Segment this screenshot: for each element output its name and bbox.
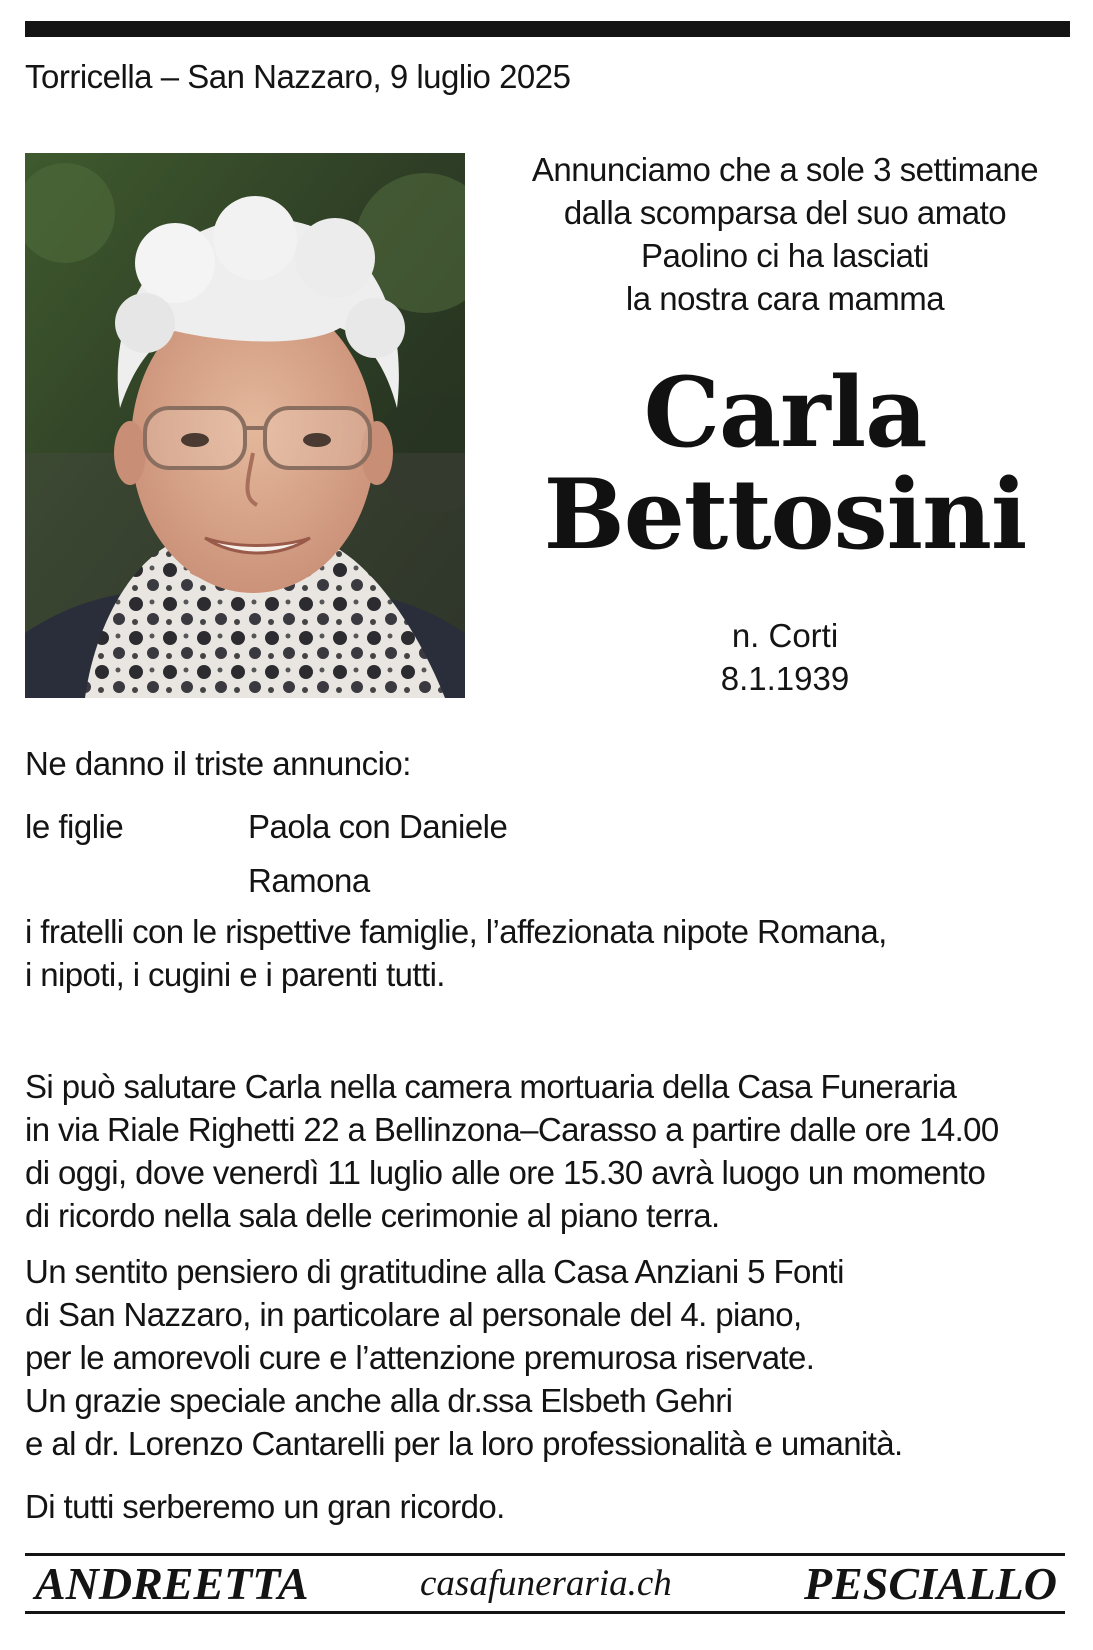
portrait-photo bbox=[25, 153, 465, 698]
intro-line: Paolino ci ha lasciati bbox=[641, 237, 929, 274]
intro-line: la nostra cara mamma bbox=[625, 280, 945, 317]
footer-rule-top bbox=[25, 1553, 1065, 1556]
visitation-paragraph bbox=[25, 1065, 999, 1237]
mourners-line: i nipoti, i cugini e i parenti tutti. bbox=[25, 956, 445, 993]
deceased-name bbox=[490, 356, 1080, 571]
gratitude-line: per le amorevoli cure e l’attenzione premurosa riservate. bbox=[25, 1339, 815, 1376]
gratitude-line: di San Nazzaro, in particolare al personale del 4. piano, bbox=[25, 1296, 802, 1333]
intro-text bbox=[490, 148, 1080, 320]
daughters-label: le figlie bbox=[25, 808, 124, 845]
daughter-name: Ramona bbox=[248, 862, 370, 899]
announcement-heading: Ne danno il triste annuncio: bbox=[25, 745, 411, 782]
intro-line: dalla scomparsa del suo amato bbox=[563, 194, 1007, 231]
brand-pesciallo: PESCIALLO bbox=[803, 1558, 1057, 1609]
gratitude-line: Un grazie speciale anche alla dr.ssa Elsbeth Gehri bbox=[25, 1382, 733, 1419]
first-name: Carla bbox=[643, 356, 927, 469]
website-link[interactable]: casafuneraria.ch bbox=[420, 1563, 672, 1604]
place-date: Torricella – San Nazzaro, 9 luglio 2025 bbox=[25, 58, 571, 95]
gratitude-paragraph bbox=[25, 1250, 903, 1465]
closing-line: Di tutti serberemo un gran ricordo. bbox=[25, 1488, 505, 1525]
last-name: Bettosini bbox=[543, 458, 1027, 571]
daughters-names bbox=[248, 800, 507, 908]
visitation-line: di oggi, dove venerdì 11 luglio alle ore 15.30 avrà luogo un momento bbox=[25, 1154, 986, 1191]
gratitude-line: Un sentito pensiero di gratitudine alla Casa Anziani 5 Fonti bbox=[25, 1253, 844, 1290]
birth-info bbox=[490, 614, 1080, 700]
intro-line: Annunciamo che a sole 3 settimane bbox=[531, 151, 1039, 188]
top-rule bbox=[25, 21, 1070, 37]
footer-rule-bottom bbox=[25, 1611, 1065, 1614]
daughter-name: Paola con Daniele bbox=[248, 808, 508, 845]
gratitude-line: e al dr. Lorenzo Cantarelli per la loro professionalità e umanità. bbox=[25, 1425, 903, 1462]
mourners-line: i fratelli con le rispettive famiglie, l’affezionata nipote Romana, bbox=[25, 913, 887, 950]
other-mourners bbox=[25, 910, 887, 996]
visitation-line: Si può salutare Carla nella camera mortuaria della Casa Funeraria bbox=[25, 1068, 957, 1105]
birth-date: 8.1.1939 bbox=[720, 660, 850, 697]
maiden-name: n. Corti bbox=[731, 617, 839, 654]
funeral-home-footer bbox=[25, 1553, 1065, 1611]
brand-andreetta: ANDREETTA bbox=[35, 1558, 309, 1609]
visitation-line: di ricordo nella sala delle cerimonie al piano terra. bbox=[25, 1197, 720, 1234]
visitation-line: in via Riale Righetti 22 a Bellinzona–Carasso a partire dalle ore 14.00 bbox=[25, 1111, 999, 1148]
